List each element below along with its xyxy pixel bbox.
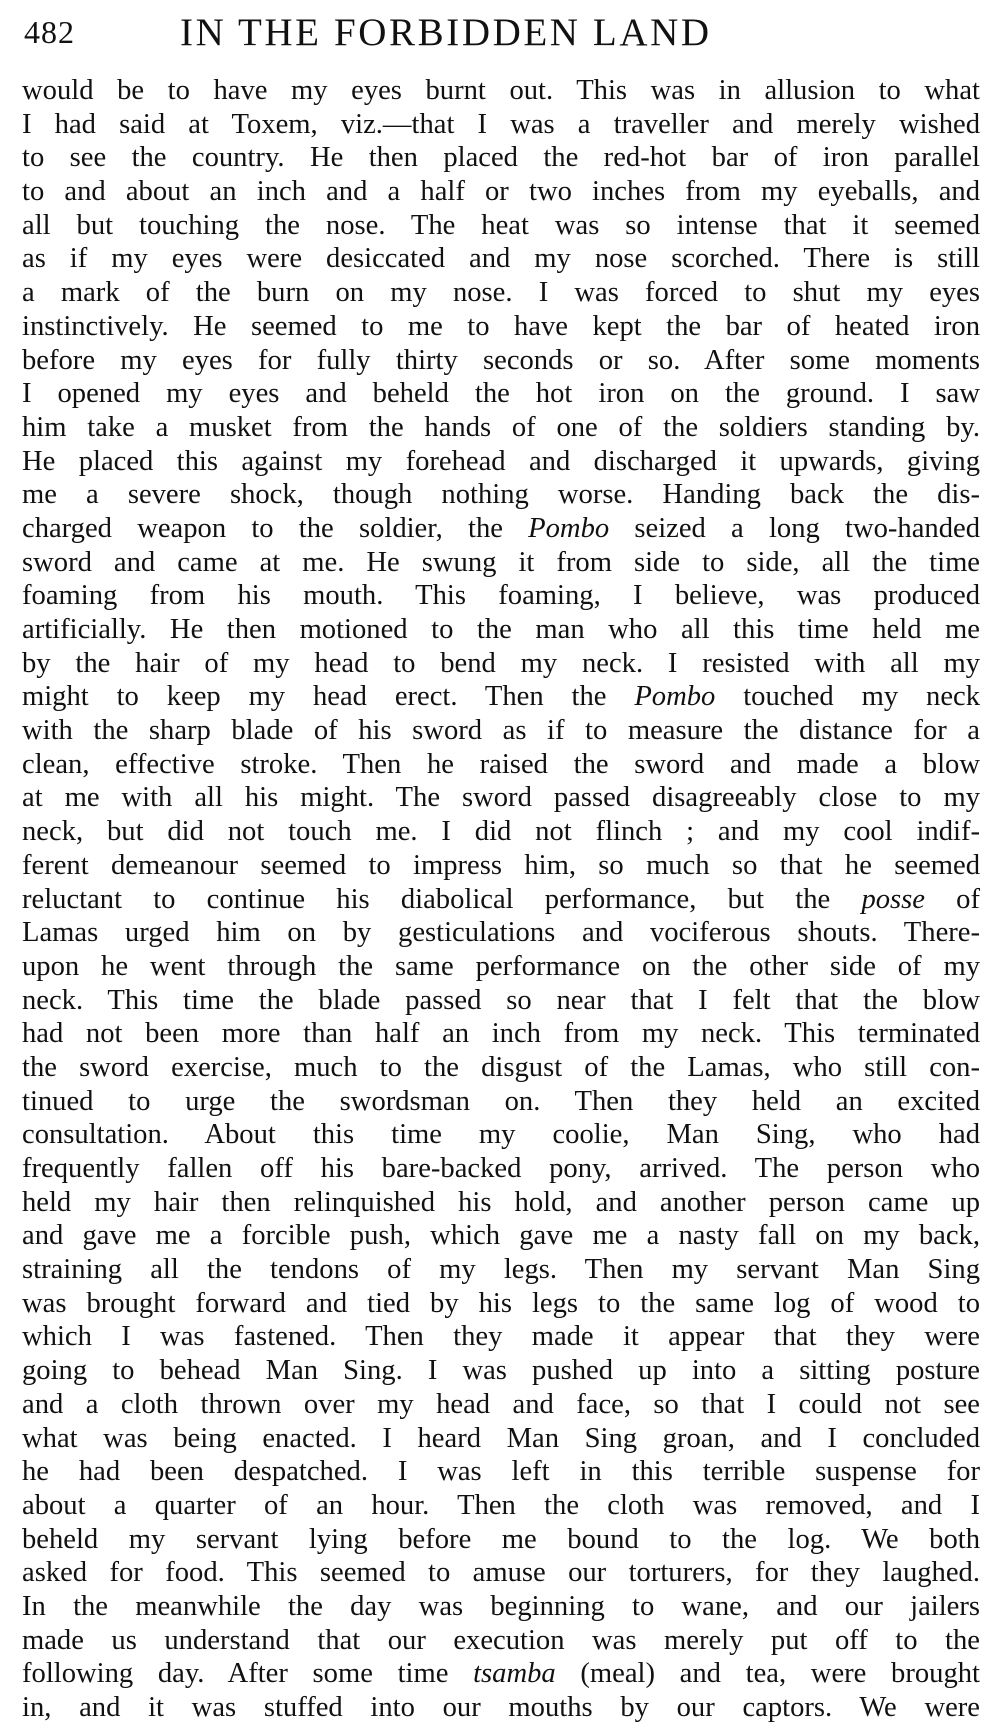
text-line: instinctively. He seemed to me to have kept the bar of heated iron (22, 310, 980, 342)
text-line: with the sharp blade of his sword as if to measure the distance for a (22, 715, 980, 747)
italic-term: Pombo (528, 512, 610, 544)
page-number: 482 (24, 14, 75, 50)
text-line: going to behead Man Sing. I was pushed up into a sitting posture (22, 1355, 980, 1387)
text-segment: of (924, 883, 980, 915)
text-line: had not been more than half an inch from my neck. This terminated (22, 1018, 980, 1050)
text-line: foaming from his mouth. This foaming, I believe, was produced (22, 580, 980, 612)
text-line: beheld my servant lying before me bound to the log. We both (22, 1523, 980, 1555)
text-line: what was being enacted. I heard Man Sing groan, and I concluded (22, 1422, 980, 1454)
text-line: him take a musket from the hands of one of the soldiers standing by. (22, 411, 980, 443)
text-line: to see the country. He then placed the red-hot bar of iron parallel (22, 142, 980, 174)
text-line: clean, effective stroke. Then he raised the sword and made a blow (22, 748, 980, 780)
italic-term: tsamba (473, 1658, 556, 1690)
text-line: by the hair of my head to bend my neck. I resisted with all my (22, 647, 980, 679)
text-line: me a severe shock, though nothing worse. Handing back the dis- (22, 479, 980, 511)
text-line: at me with all his might. The sword passed disagreeably close to my (22, 782, 980, 814)
text-line: made us understand that our execution was merely put off to the (22, 1624, 980, 1656)
text-line: In the meanwhile the day was beginning to wane, and our jailers (22, 1590, 980, 1622)
text-segment: touched my neck (715, 681, 980, 713)
text-line: about a quarter of an hour. Then the cloth was removed, and I (22, 1489, 980, 1521)
text-line: tinued to urge the swordsman on. Then they held an excited (22, 1085, 980, 1117)
book-page (22, 0, 980, 1725)
text-line: would be to have my eyes burnt out. This was in allusion to what (22, 75, 980, 106)
text-line: he had been despatched. I was left in this terrible suspense for (22, 1456, 980, 1488)
text-line: I opened my eyes and beheld the hot iron on the ground. I saw (22, 378, 980, 410)
text-line: and gave me a forcible push, which gave me a nasty fall on my back, (22, 1220, 980, 1252)
text-line: the sword exercise, much to the disgust of the Lamas, who still con- (22, 1051, 980, 1083)
text-segment: following day. After some time (22, 1658, 474, 1690)
text-line: all but touching the nose. The heat was so intense that it seemed (22, 209, 980, 241)
text-segment: seized a long two-handed (609, 512, 981, 544)
text-line: Lamas urged him on by gesticulations and vociferous shouts. There- (22, 917, 980, 949)
text-line (22, 883, 980, 917)
text-line: frequently fallen off his bare-backed pony, arrived. The person who (22, 1153, 980, 1184)
text-line: consultation. About this time my coolie, Man Sing, who had (22, 1119, 980, 1151)
text-segment: reluctant to continue his diabolical performance, but the (22, 883, 862, 915)
text-line: I had said at Toxem, viz.—that I was a traveller and merely wished (22, 108, 980, 140)
text-segment: (meal) and tea, were brought (555, 1658, 980, 1690)
text-line: He placed this against my forehead and discharged it upwards, giving (22, 445, 980, 477)
text-segment: charged weapon to the soldier, the (22, 512, 529, 544)
text-line: which I was fastened. Then they made it appear that they were (22, 1321, 980, 1353)
text-line: asked for food. This seemed to amuse our torturers, for they laughed. (22, 1557, 980, 1589)
text-line: to and about an inch and a half or two inches from my eyeballs, and (22, 176, 980, 208)
text-line: a mark of the burn on my nose. I was forced to shut my eyes (22, 277, 980, 309)
text-line: neck, but did not touch me. I did not flinch ; and my cool indif- (22, 816, 980, 848)
italic-term: posse (861, 883, 925, 915)
body-text (22, 74, 980, 1725)
text-line: was brought forward and tied by his legs to the same log of wood to (22, 1287, 980, 1319)
text-line (22, 512, 980, 546)
page-header (22, 0, 980, 74)
text-line: in, and it was stuffed into our mouths by our captors. We were (22, 1692, 980, 1723)
text-line: held my hair then relinquished his hold, and another person came up (22, 1186, 980, 1218)
text-line (22, 1657, 980, 1691)
running-title: IN THE FORBIDDEN LAND (180, 11, 712, 54)
text-line: before my eyes for fully thirty seconds or so. After some moments (22, 344, 980, 376)
text-line: and a cloth thrown over my head and face, so that I could not see (22, 1388, 980, 1420)
text-line: sword and came at me. He swung it from side to side, all the time (22, 546, 980, 578)
text-line: upon he went through the same performance on the other side of my (22, 950, 980, 982)
text-line: neck. This time the blade passed so near that I felt that the blow (22, 984, 980, 1016)
text-line (22, 680, 980, 714)
text-segment: might to keep my head erect. Then the (22, 681, 635, 713)
text-line: as if my eyes were desiccated and my nose scorched. There is still (22, 243, 980, 275)
italic-term: Pombo (634, 681, 716, 713)
text-line: ferent demeanour seemed to impress him, so much so that he seemed (22, 849, 980, 881)
text-line: artificially. He then motioned to the man who all this time held me (22, 614, 980, 645)
text-line: straining all the tendons of my legs. Then my servant Man Sing (22, 1254, 980, 1286)
